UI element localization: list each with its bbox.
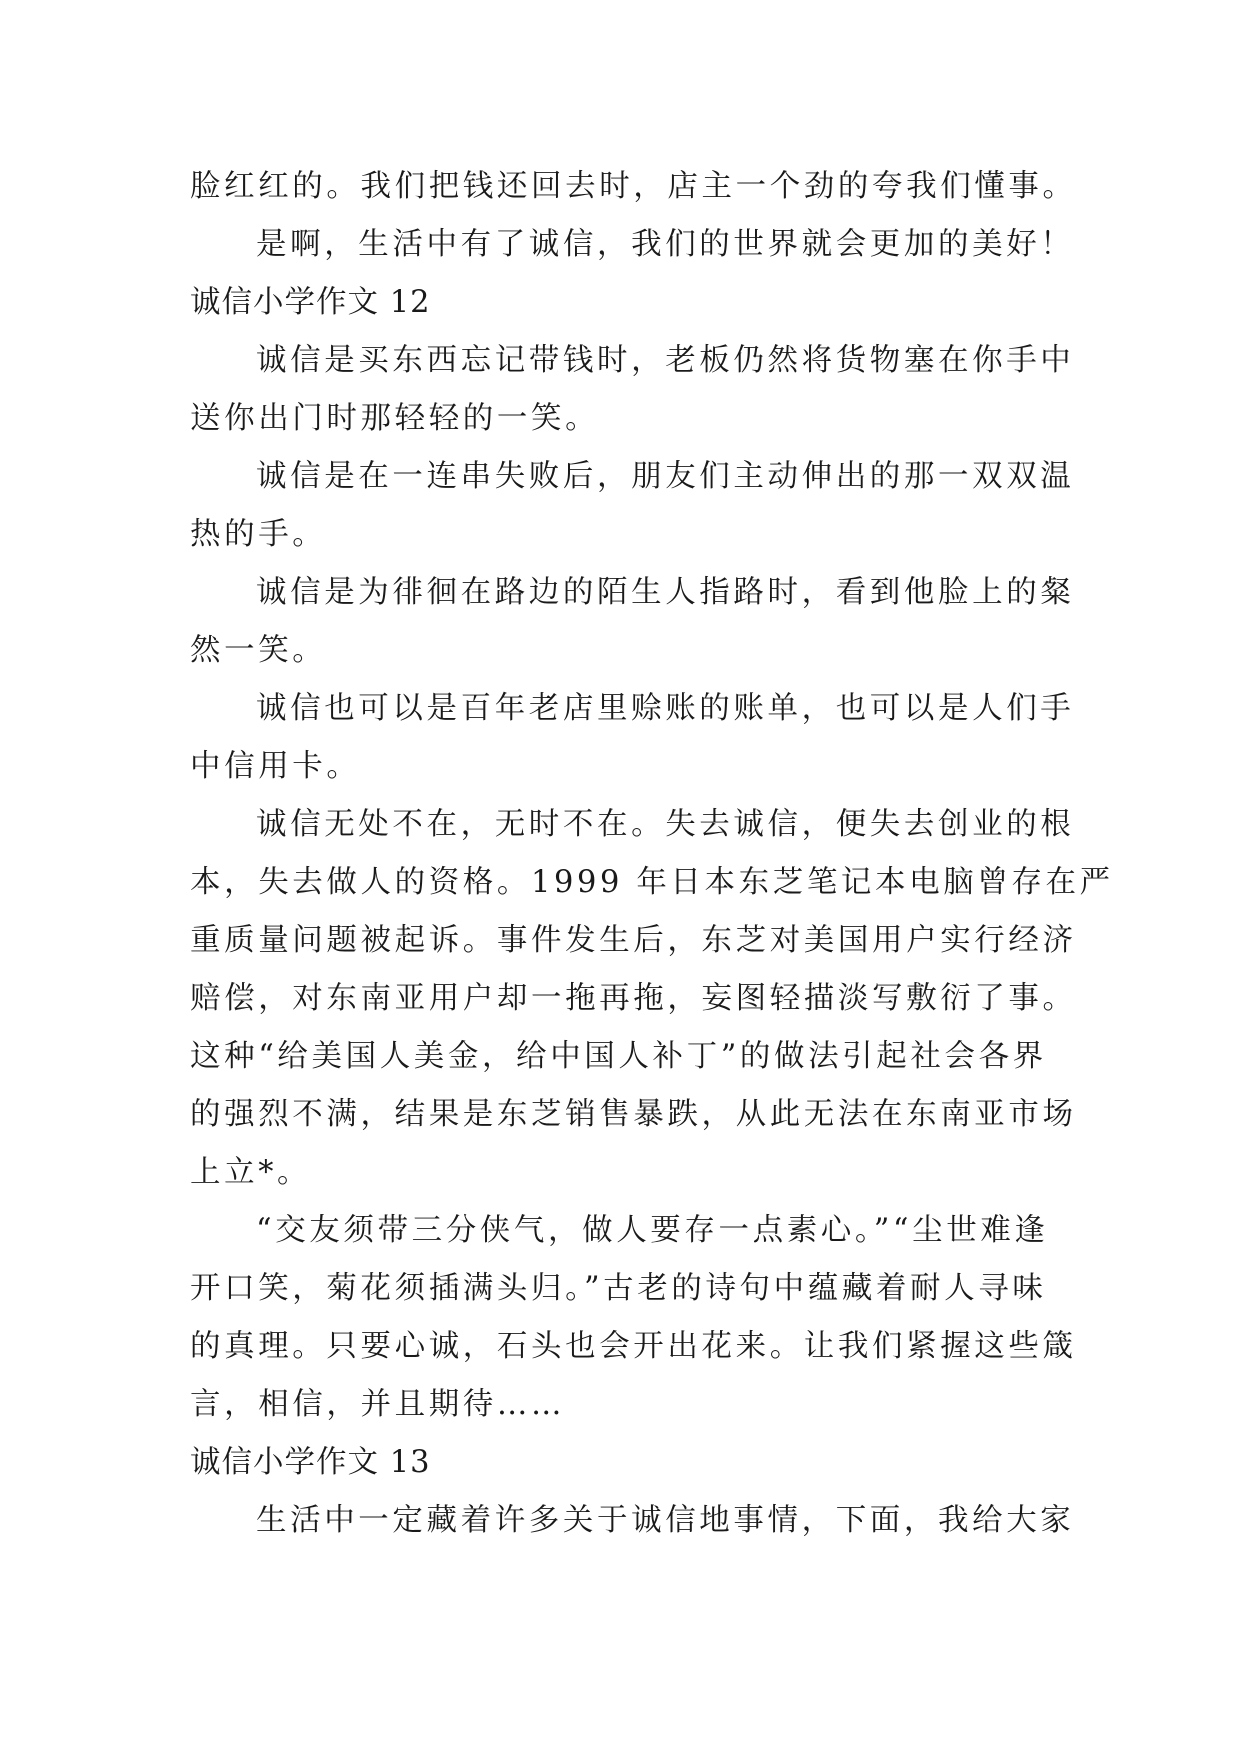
text-line: “交友须带三分侠气，做人要存一点素心。”“尘世难逢 [256, 1213, 1049, 1248]
text-line: 诚信是买东西忘记带钱时，老板仍然将货物塞在你手中 [256, 343, 1075, 378]
text-line: 的强烈不满，结果是东芝销售暴跌，从此无法在东南亚市场 [190, 1097, 1077, 1132]
text-line: 脸红红的。我们把钱还回去时，店主一个劲的夸我们懂事。 [190, 169, 1077, 204]
document-page [190, 158, 1114, 1550]
text-line: 这种“给美国人美金，给中国人补丁”的做法引起社会各界 [190, 1039, 1047, 1074]
text-line: 热的手。 [190, 517, 327, 552]
text-line: 言，相信，并且期待…… [190, 1387, 566, 1422]
text-line: 是啊，生活中有了诚信，我们的世界就会更加的美好！ [256, 227, 1075, 262]
text-line: 的真理。只要心诚，石头也会开出花来。让我们紧握这些箴 [190, 1329, 1077, 1364]
text-line: 生活中一定藏着许多关于诚信地事情，下面，我给大家 [256, 1503, 1075, 1538]
text-line: 诚信也可以是百年老店里赊账的账单，也可以是人们手 [256, 691, 1075, 726]
text-line: 赔偿，对东南亚用户却一拖再拖，妄图轻描淡写敷衍了事。 [190, 981, 1077, 1016]
text-line: 诚信是为徘徊在路边的陌生人指路时，看到他脸上的粲 [256, 575, 1075, 610]
section-heading: 诚信小学作文 12 [190, 285, 431, 320]
text-line: 诚信无处不在，无时不在。失去诚信，便失去创业的根 [256, 807, 1075, 842]
text-line: 诚信是在一连串失败后，朋友们主动伸出的那一双双温 [256, 459, 1075, 494]
section-heading: 诚信小学作文 13 [190, 1445, 431, 1480]
text-line: 上立*。 [190, 1155, 312, 1190]
text-line: 中信用卡。 [190, 749, 361, 784]
text-line: 重质量问题被起诉。事件发生后，东芝对美国用户实行经济 [190, 923, 1077, 958]
text-line: 送你出门时那轻轻的一笑。 [190, 401, 600, 436]
text-line: 然一笑。 [190, 633, 327, 668]
text-line: 开口笑，菊花须插满头归。”古老的诗句中蕴藏着耐人寻味 [190, 1271, 1047, 1306]
text-line: 本，失去做人的资格。1999 年日本东芝笔记本电脑曾存在严 [190, 865, 1114, 900]
